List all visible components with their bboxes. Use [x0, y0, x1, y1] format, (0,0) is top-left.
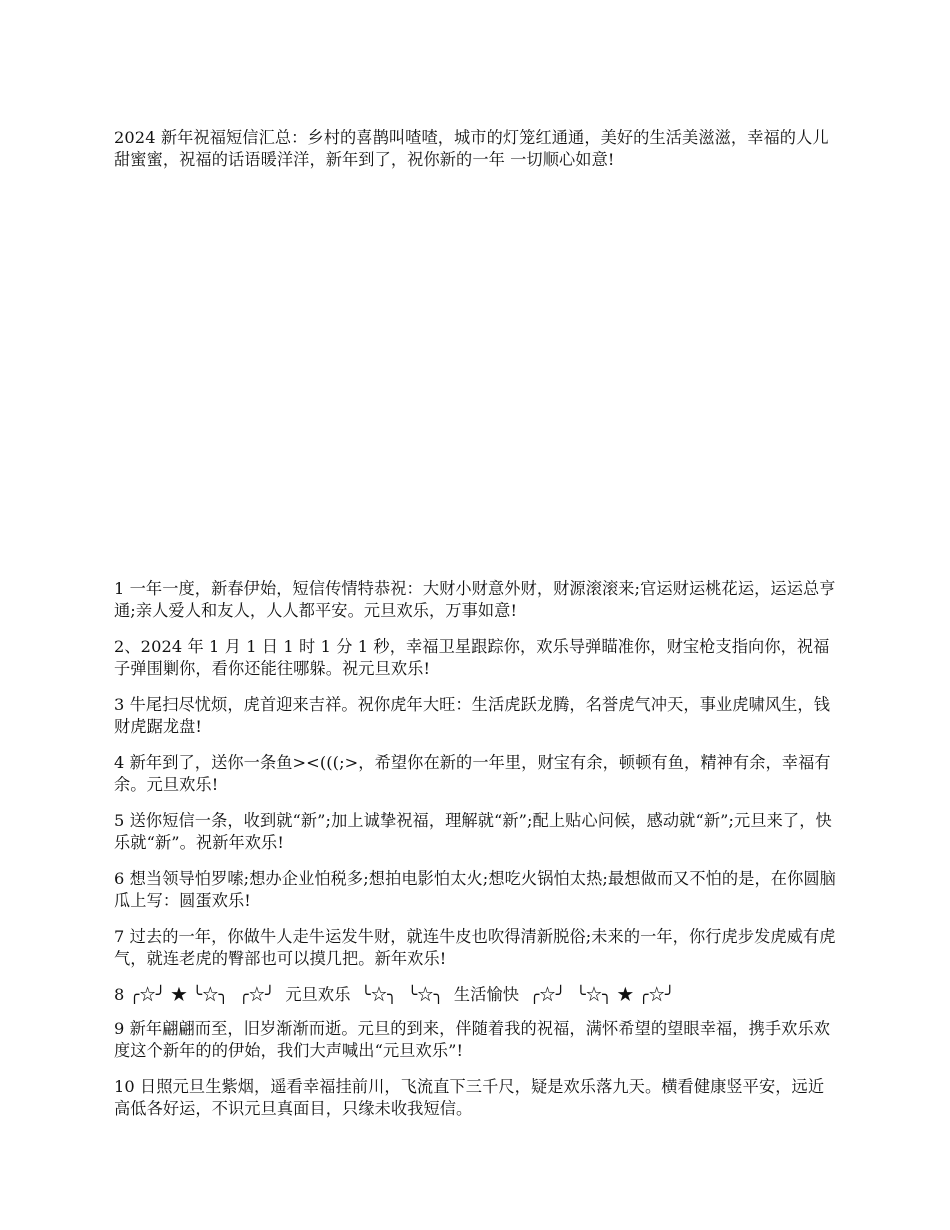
greeting-item-2: 2、2024 年 1 月 1 日 1 时 1 分 1 秒，幸福卫星跟踪你，欢乐导弹瞄准你，财宝枪支指向你，祝福子弹围剿你，看你还能往哪躲。祝元旦欢乐! [114, 637, 830, 678]
greeting-item-8: 8 ╭☆╯ ★ ╰☆╮ ╭☆╯ 元旦欢乐 ╰☆╮ ╰☆╮ 生活愉快 ╭☆╯ ╰☆╮ ★ ╭☆╯ [114, 985, 675, 1004]
greeting-item-5: 5 送你短信一条，收到就“新”;加上诚挚祝福，理解就“新”;配上贴心问候，感动就“新”;元旦来了，快乐就“新”。祝新年欢乐! [114, 811, 832, 852]
greeting-item-7: 7 过去的一年，你做牛人走牛运发牛财，就连牛皮也吹得清新脱俗;未来的一年，你行虎步发虎威有虎气，就连老虎的臀部也可以摸几把。新年欢乐! [114, 927, 836, 968]
greeting-item-3: 3 牛尾扫尽忧烦，虎首迎来吉祥。祝你虎年大旺：生活虎跃龙腾，名誉虎气冲天，事业虎啸风生，钱财虎踞龙盘! [114, 695, 831, 736]
greeting-item-10: 10 日照元旦生紫烟，遥看幸福挂前川，飞流直下三千尺，疑是欢乐落九天。横看健康竖平安，远近高低各好运，不识元旦真面目，只缘未收我短信。 [114, 1077, 825, 1118]
intro-paragraph: 2024 新年祝福短信汇总：乡村的喜鹊叫喳喳，城市的灯笼红通通，美好的生活美滋滋，幸福的人儿甜蜜蜜，祝福的话语暖洋洋，新年到了，祝你新的一年 一切顺心如意! [114, 128, 829, 169]
greeting-item-4: 4 新年到了，送你一条鱼><(((;>，希望你在新的一年里，财宝有余，顿顿有鱼，精神有余，幸福有余。元旦欢乐! [114, 753, 831, 794]
greeting-item-9: 9 新年翩翩而至，旧岁渐渐而逝。元旦的到来，伴随着我的祝福，满怀希望的望眼幸福，携手欢乐欢度这个新年的的伊始，我们大声喊出“元旦欢乐”! [114, 1019, 831, 1060]
greeting-item-1: 1 一年一度，新春伊始，短信传情特恭祝：大财小财意外财，财源滚滚来;官运财运桃花运，运运总亨通;亲人爱人和友人，人人都平安。元旦欢乐，万事如意! [114, 579, 836, 620]
greeting-item-6: 6 想当领导怕罗嗦;想办企业怕税多;想拍电影怕太火;想吃火锅怕太热;最想做而又不怕的是，在你圆脑瓜上写：圆蛋欢乐! [114, 869, 836, 910]
